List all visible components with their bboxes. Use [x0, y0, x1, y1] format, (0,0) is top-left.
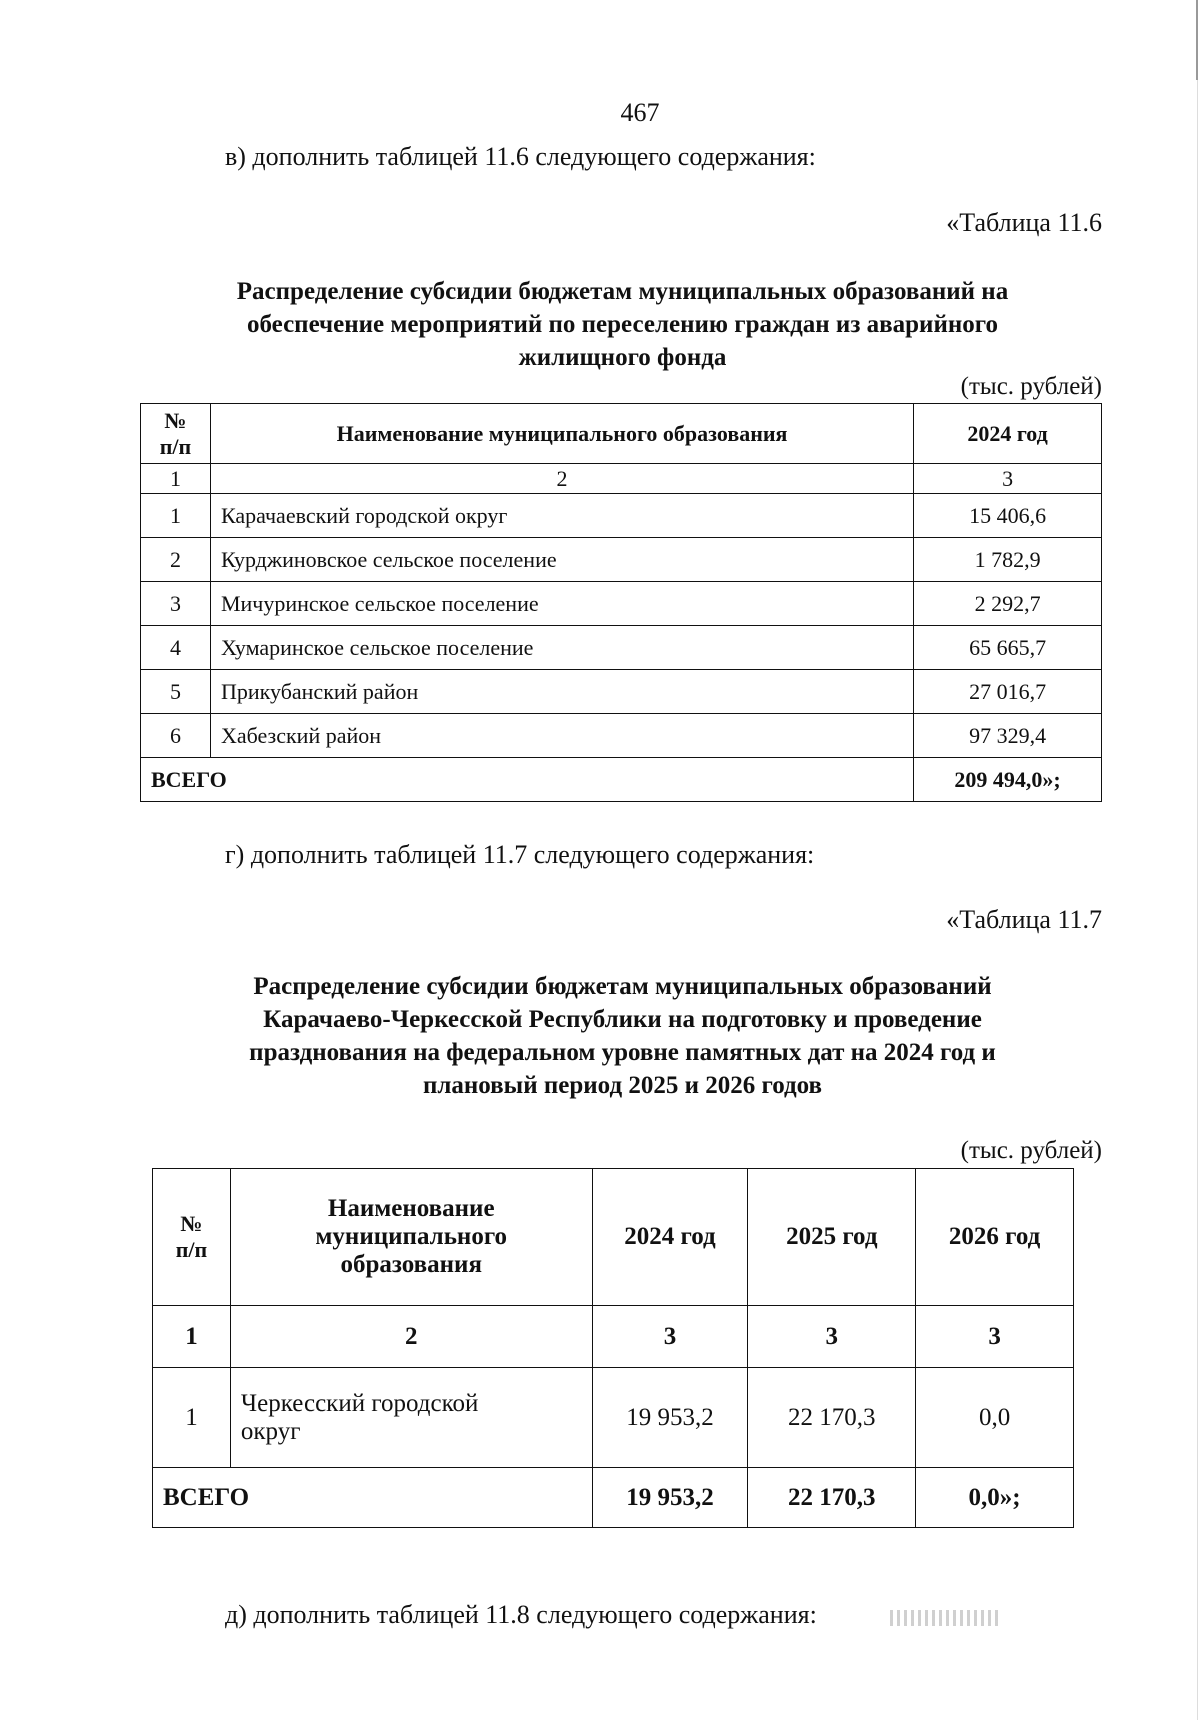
header-num-label: п/п: [159, 433, 192, 459]
title-line: плановый период 2025 и 2026 годов: [422, 1072, 823, 1099]
row-name: [230, 1368, 592, 1468]
paragraph-d: д) дополнить таблицей 11.8 следующего содержания:: [225, 1600, 817, 1629]
total-value-2024: 19 953,2: [592, 1468, 748, 1528]
scan-edge-line-faint: [1197, 80, 1198, 1720]
title-line: Распределение субсидии бюджетам муниципальных образований на: [236, 278, 1009, 305]
row-name: Курджиновское сельское поселение: [210, 538, 913, 582]
header-name: Наименование муниципального образования: [210, 404, 913, 464]
table-11-7-title: [150, 970, 1095, 1102]
total-value-2026: 0,0»;: [916, 1468, 1074, 1528]
index-cell: 3: [914, 464, 1102, 494]
table-row: [141, 494, 1102, 538]
table-11-6-unit: (тыс. рублей): [960, 373, 1102, 400]
row-name: Прикубанский район: [210, 670, 913, 714]
row-number: 2: [141, 538, 211, 582]
paragraph-v: в) дополнить таблицей 11.6 следующего содержания:: [225, 142, 816, 171]
row-name: Мичуринское сельское поселение: [210, 582, 913, 626]
row-value: 2 292,7: [914, 582, 1102, 626]
row-value-2026: 0,0: [916, 1368, 1074, 1468]
paragraph-g: г) дополнить таблицей 11.7 следующего содержания:: [225, 840, 815, 869]
table-11-7-unit: (тыс. рублей): [960, 1137, 1102, 1164]
table-row: [141, 670, 1102, 714]
table-index-row: [141, 464, 1102, 494]
row-value: 15 406,6: [914, 494, 1102, 538]
row-value: 27 016,7: [914, 670, 1102, 714]
table-row: [141, 626, 1102, 670]
header-num: [141, 404, 211, 464]
header-name: [230, 1169, 592, 1306]
header-num-symbol: №: [180, 1211, 203, 1236]
row-value: 97 329,4: [914, 714, 1102, 758]
row-number: 3: [141, 582, 211, 626]
header-2024: 2024 год: [914, 404, 1102, 464]
index-cell: 1: [141, 464, 211, 494]
title-line: Распределение субсидии бюджетам муниципальных образований: [253, 973, 992, 1000]
total-value: 209 494,0»;: [914, 758, 1102, 802]
header-num: [153, 1169, 231, 1306]
header-2025: 2025 год: [748, 1169, 916, 1306]
page-number: 467: [620, 98, 660, 127]
table-row: [153, 1368, 1074, 1468]
total-label: ВСЕГО: [153, 1468, 593, 1528]
row-value: 65 665,7: [914, 626, 1102, 670]
header-name-line: Наименование: [327, 1195, 495, 1222]
table-11-6: [140, 403, 1102, 802]
row-number: 6: [141, 714, 211, 758]
total-value-2025: 22 170,3: [748, 1468, 916, 1528]
table-11-6-caption: «Таблица 11.6: [946, 208, 1102, 237]
row-number: 1: [153, 1368, 231, 1468]
title-line: празднования на федеральном уровне памятных дат на 2024 год и: [249, 1039, 996, 1066]
table-row: [141, 582, 1102, 626]
index-cell: 3: [592, 1306, 748, 1368]
row-number: 1: [141, 494, 211, 538]
table-header-row: [153, 1169, 1074, 1306]
header-2024: 2024 год: [592, 1169, 748, 1306]
title-line: Карачаево-Черкесской Республики на подготовку и проведение: [263, 1006, 982, 1033]
header-name-line: образования: [340, 1251, 482, 1278]
row-name: Хабезский район: [210, 714, 913, 758]
index-cell: 3: [916, 1306, 1074, 1368]
row-name: Карачаевский городской округ: [210, 494, 913, 538]
table-row: [141, 538, 1102, 582]
index-cell: 3: [748, 1306, 916, 1368]
table-index-row: [153, 1306, 1074, 1368]
row-value-2024: 19 953,2: [592, 1368, 748, 1468]
index-cell: 1: [153, 1306, 231, 1368]
table-total-row: [141, 758, 1102, 802]
header-2026: 2026 год: [916, 1169, 1074, 1306]
row-number: 5: [141, 670, 211, 714]
table-11-7: [152, 1168, 1074, 1528]
total-label: ВСЕГО: [141, 758, 914, 802]
table-row: [141, 714, 1102, 758]
title-line: жилищного фонда: [518, 344, 727, 371]
row-name: Хумаринское сельское поселение: [210, 626, 913, 670]
header-num-symbol: №: [164, 407, 187, 433]
table-11-6-title: [150, 275, 1095, 374]
header-name-line: муниципального: [315, 1223, 508, 1250]
row-value-2025: 22 170,3: [748, 1368, 916, 1468]
table-header-row: [141, 404, 1102, 464]
table-11-7-caption: «Таблица 11.7: [946, 905, 1102, 934]
index-cell: 2: [210, 464, 913, 494]
row-number: 4: [141, 626, 211, 670]
header-num-label: п/п: [175, 1237, 208, 1262]
row-name-line: Черкесский городской: [240, 1389, 479, 1417]
index-cell: 2: [230, 1306, 592, 1368]
scan-smudge: [890, 1610, 1000, 1626]
title-line: обеспечение мероприятий по переселению граждан из аварийного: [247, 311, 998, 338]
row-value: 1 782,9: [914, 538, 1102, 582]
scan-edge-line: [1196, 0, 1198, 80]
table-total-row: [153, 1468, 1074, 1528]
row-name-line: округ: [240, 1417, 301, 1445]
